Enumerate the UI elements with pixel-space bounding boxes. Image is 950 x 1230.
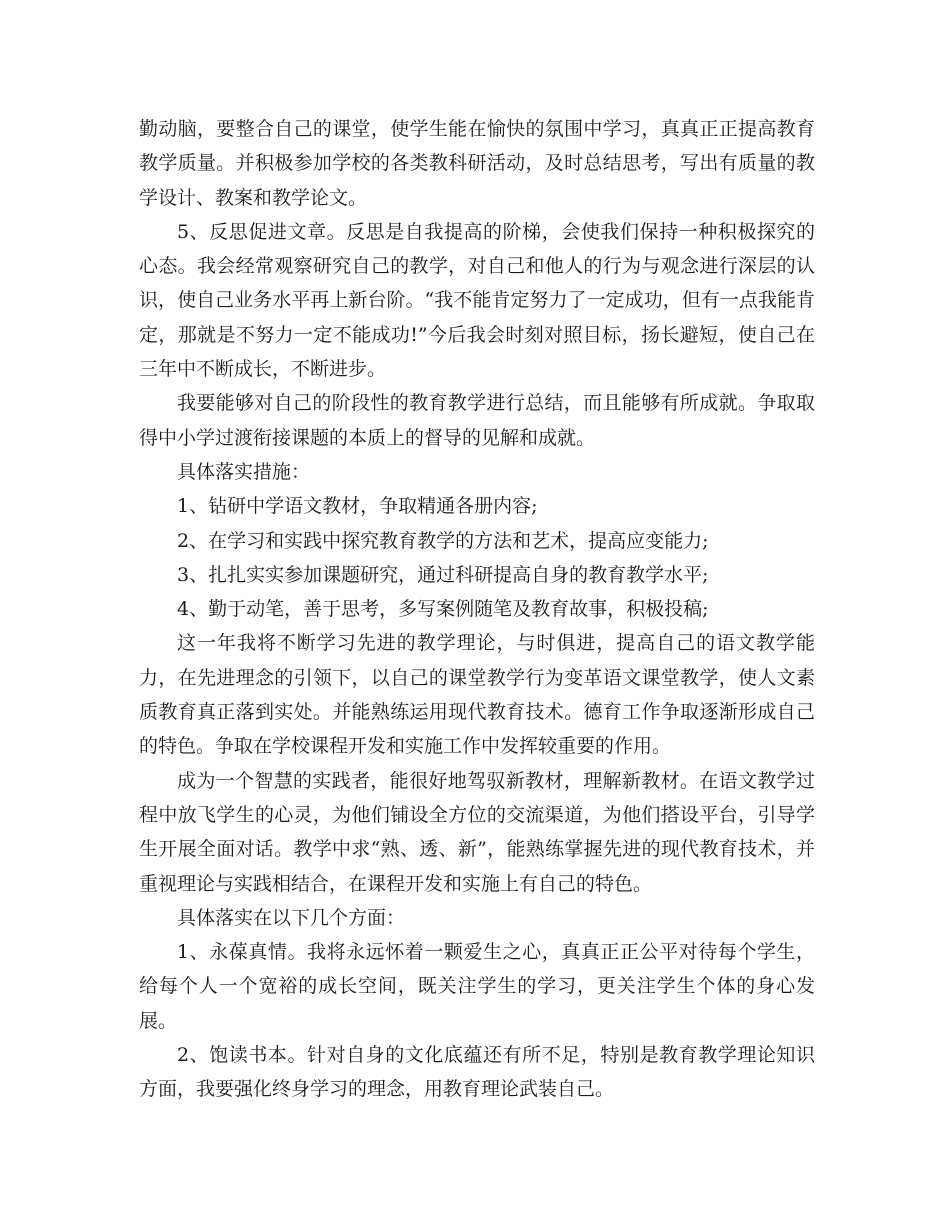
- heading-measures: 具体落实措施：: [177, 460, 311, 483]
- list-item-aspect-1: 1、永葆真情。我将永远怀着一颗爱生之心，真真正正公平对待每个学生，给每个人一个宽裕的成长空间，既关注学生的学习，更关注学生个体的身心发展。: [139, 941, 815, 1032]
- list-item-measure-1: 1、钻研中学语文教材，争取精通各册内容;: [177, 495, 538, 518]
- paragraph-summary-goal: 我要能够对自己的阶段性的教育教学进行总结，而且能够有所成就。争取取得中小学过渡衔接课题的本质上的督导的见解和成就。: [139, 392, 815, 449]
- paragraph-continuation: 勤动脑，要整合自己的课堂，使学生能在愉快的氛围中学习，真真正正提高教育教学质量。并积极参加学校的各类教科研活动，及时总结思考，写出有质量的教学设计、教案和教学论文。: [139, 118, 815, 209]
- list-item-measure-3: 3、扎扎实实参加课题研究，通过科研提高自身的教育教学水平;: [177, 563, 709, 586]
- list-item-measure-4: 4、勤于动笔，善于思考，多写案例随笔及教育故事，积极投稿;: [177, 598, 709, 621]
- document-page: [139, 112, 815, 1107]
- list-item-measure-2: 2、在学习和实践中探究教育教学的方法和艺术，提高应变能力;: [177, 529, 709, 552]
- paragraph-practitioner: 成为一个智慧的实践者，能很好地驾驭新教材，理解新教材。在语文教学过程中放飞学生的心灵，为他们铺设全方位的交流渠道，为他们搭设平台，引导学生开展全面对话。教学中求“熟、透、新”，能熟练掌握先进的现代教育技术，并重视理论与实践相结合，在课程开发和实施上有自己的特色。: [139, 769, 815, 895]
- heading-aspects: 具体落实在以下几个方面：: [177, 906, 406, 929]
- list-item-aspect-2: 2、饱读书本。针对自身的文化底蕴还有所不足，特别是教育教学理论知识方面，我要强化终身学习的理念，用教育理论武装自己。: [139, 1044, 815, 1101]
- paragraph-reflection: 5、反思促进文章。反思是自我提高的阶梯，会使我们保持一种积极探究的心态。我会经常观察研究自己的教学，对自己和他人的行为与观念进行深层的认识，使自己业务水平再上新台阶。“我不能肯定努力了一定成功，但有一点我能肯定，那就是不努力一定不能成功!”今后我会时刻对照目标，扬长避短，使自己在三年中不断成长，不断进步。: [139, 220, 815, 381]
- paragraph-year-plan: 这一年我将不断学习先进的教学理论，与时俱进，提高自己的语文教学能力，在先进理念的引领下，以自己的课堂教学行为变革语文课堂教学，使人文素质教育真正落到实处。并能熟练运用现代教育技术。德育工作争取逐渐形成自己的特色。争取在学校课程开发和实施工作中发挥较重要的作用。: [139, 632, 815, 758]
